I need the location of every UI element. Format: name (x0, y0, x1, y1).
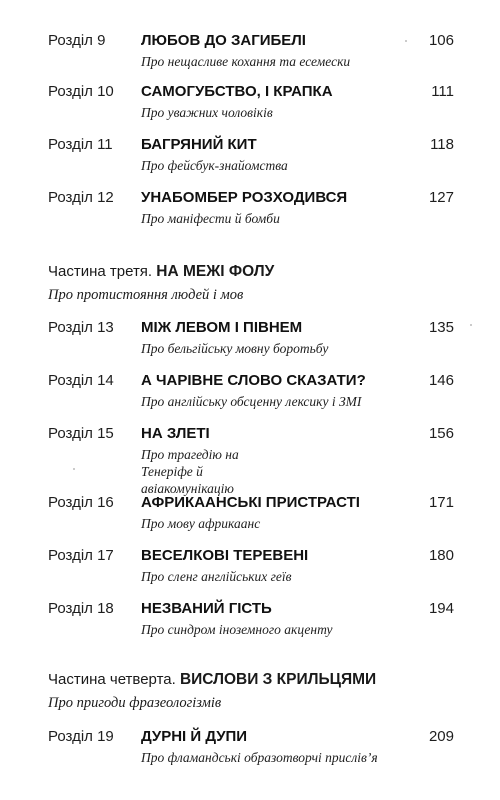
part-subtitle: Про пригоди фразеологізмів (48, 695, 222, 711)
chapter-number: Розділ 11 (48, 136, 113, 153)
chapter-page-number: 209 (428, 728, 454, 745)
chapter-page-number: 180 (428, 547, 454, 564)
chapter-subtitle: Про англійську обсценну лексику і ЗМІ (141, 394, 362, 409)
part-title: НА МЕЖІ ФОЛУ (156, 263, 275, 280)
chapter-title: ВЕСЕЛКОВІ ТЕРЕВЕНІ (141, 547, 309, 564)
chapter-number: Розділ 13 (48, 319, 114, 336)
chapter-subtitle: Про уважних чоловіків (141, 105, 273, 120)
chapter-page-number: 146 (428, 372, 454, 389)
chapter-subtitle: Про сленг англійських геїв (141, 569, 292, 584)
chapter-number: Розділ 14 (48, 372, 114, 389)
chapter-number: Розділ 17 (48, 547, 114, 564)
chapter-subtitle: Про нещасливе кохання та есемески (141, 54, 351, 69)
part-heading (48, 263, 488, 304)
chapter-subtitle: Про синдром іноземного акценту (141, 622, 333, 637)
chapter-number: Розділ 15 (48, 425, 114, 442)
chapter-page-number: 135 (428, 319, 454, 336)
chapter-number: Розділ 16 (48, 494, 114, 511)
part-title-line (48, 263, 488, 281)
chapter-title: САМОГУБСТВО, І КРАПКА (141, 83, 333, 100)
print-speck (470, 324, 472, 326)
print-speck (405, 40, 407, 42)
chapter-subtitle: Про фейсбук-знайомства (141, 158, 288, 173)
chapter-title: НА ЗЛЕТІ (141, 425, 210, 442)
chapter-title: МІЖ ЛЕВОМ І ПІВНЕМ (141, 319, 303, 336)
chapter-page-number: 127 (428, 189, 454, 206)
chapter-title: А ЧАРІВНЕ СЛОВО СКАЗАТИ? (141, 372, 366, 389)
part-label: Частина третя. (48, 263, 153, 280)
part-title: ВИСЛОВИ З КРИЛЬЦЯМИ (179, 671, 377, 688)
part-subtitle: Про протистояння людей і мов (48, 287, 244, 303)
chapter-number: Розділ 9 (48, 32, 106, 49)
part-label: Частина четверта. (48, 671, 176, 688)
chapter-number: Розділ 10 (48, 83, 114, 100)
chapter-subtitle: Про фламандські образотворчі прислів’я (141, 750, 378, 765)
chapter-number: Розділ 19 (48, 728, 114, 745)
chapter-number: Розділ 18 (48, 600, 114, 617)
chapter-subtitle: Про маніфести й бомби (141, 211, 280, 226)
chapter-subtitle: Про трагедію на Тенеріфе й авіакомунікацію (141, 447, 239, 496)
chapter-title: УНАБОМБЕР РОЗХОДИВСЯ (141, 189, 348, 206)
chapter-title: ДУРНІ Й ДУПИ (141, 728, 248, 745)
chapter-number: Розділ 12 (48, 189, 114, 206)
chapter-page-number: 156 (428, 425, 454, 442)
chapter-page-number: 171 (428, 494, 454, 511)
chapter-title: АФРИКААНСЬКІ ПРИСТРАСТІ (141, 494, 360, 511)
chapter-subtitle: Про мову африкаанс (141, 516, 261, 531)
chapter-title: НЕЗВАНИЙ ГІСТЬ (141, 600, 272, 617)
chapter-page-number: 194 (428, 600, 454, 617)
chapter-title: ЛЮБОВ ДО ЗАГИБЕЛІ (141, 32, 306, 49)
chapter-title: БАГРЯНИЙ КИТ (141, 136, 257, 153)
chapter-page-number: 106 (428, 32, 454, 49)
chapter-subtitle: Про бельгійську мовну боротьбу (141, 341, 329, 356)
chapter-page-number: 111 (431, 83, 454, 100)
part-heading (48, 671, 488, 712)
print-speck (73, 468, 75, 470)
part-title-line (48, 671, 488, 689)
chapter-page-number: 118 (430, 136, 454, 153)
